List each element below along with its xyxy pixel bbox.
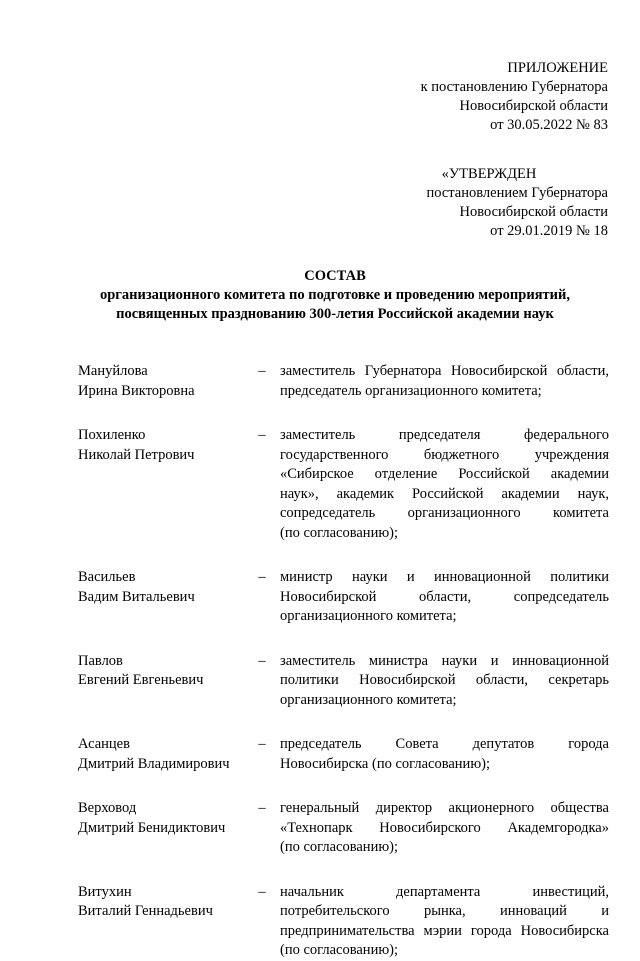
- member-name: [78, 362, 248, 401]
- member-row: [78, 883, 610, 961]
- member-given-name: Николай Петрович: [78, 446, 195, 463]
- member-dash: –: [258, 569, 266, 585]
- appendix-header: [330, 59, 608, 135]
- member-role: [280, 735, 609, 774]
- appendix-title: ПРИЛОЖЕНИЕ: [507, 60, 608, 76]
- member-role-line: начальник департамента инвестиций,: [280, 883, 609, 900]
- member-surname: Асанцев: [78, 736, 130, 752]
- member-given-name: Дмитрий Владимирович: [78, 755, 230, 772]
- member-name: [78, 568, 248, 607]
- approval-line: постановлением Губернатора: [426, 185, 608, 201]
- member-given-name: Виталий Геннадьевич: [78, 903, 213, 919]
- member-given-name: Вадим Витальевич: [78, 588, 195, 605]
- member-surname: Павлов: [78, 652, 123, 669]
- title-subtitle-line: организационного комитета по подготовке и проведению мероприятий,: [99, 287, 571, 303]
- member-role-line: (по согласованию);: [280, 942, 399, 958]
- approval-stamp: [330, 165, 608, 241]
- member-role-line: председатель Совета депутатов города: [280, 736, 609, 752]
- member-role-line: сопредседатель организационного комитета: [280, 505, 609, 521]
- document-title: [60, 267, 610, 324]
- member-role-line: политики Новосибирской области, секретарь: [280, 672, 609, 688]
- member-role: [280, 426, 609, 543]
- member-row: [78, 362, 610, 401]
- member-surname: Похиленко: [78, 427, 146, 443]
- member-given-name: Ирина Викторовна: [78, 382, 195, 399]
- member-role-line: Новосибирской области, сопредседатель: [280, 588, 609, 605]
- approval-title: «УТВЕРЖДЕН: [441, 166, 537, 182]
- member-role-line: министр науки и инновационной политики: [280, 569, 609, 585]
- member-name: [78, 652, 248, 691]
- member-role-line: организационного комитета;: [280, 608, 457, 624]
- member-dash: –: [258, 736, 266, 752]
- member-role-line: генеральный директор акционерного общества: [280, 800, 609, 816]
- member-row: [78, 568, 610, 627]
- member-role-line: (по согласованию);: [280, 524, 399, 541]
- member-role-line: заместитель министра науки и инновационной: [280, 652, 609, 669]
- member-row: [78, 799, 610, 858]
- member-role-line: наук», академик Российской академии наук,: [280, 485, 609, 502]
- approval-line: Новосибирской области: [459, 204, 608, 220]
- member-dash: –: [258, 363, 266, 379]
- member-role-line: «Технопарк Новосибирского Академгородка»: [280, 819, 609, 836]
- member-role: [280, 652, 609, 711]
- member-role-line: предпринимательства мэрии города Новосибирска: [280, 922, 609, 939]
- member-row: [78, 652, 610, 711]
- member-role-line: государственного бюджетного учреждения: [280, 446, 609, 463]
- member-role-line: организационного комитета;: [280, 691, 457, 708]
- member-role-line: председатель организационного комитета;: [280, 382, 542, 399]
- appendix-line: к постановлению Губернатора: [420, 79, 608, 95]
- committee-members-list: [78, 362, 610, 961]
- member-name: [78, 426, 248, 465]
- member-surname: Васильев: [78, 569, 136, 585]
- member-role-line: Новосибирска (по согласованию);: [280, 755, 491, 772]
- member-surname: Витухин: [78, 883, 132, 900]
- member-role: [280, 799, 609, 858]
- title-subtitle-line: посвященных празднованию 300-летия Российской академии наук: [116, 306, 554, 322]
- member-dash: –: [258, 883, 266, 900]
- member-role-line: заместитель председателя федерального: [280, 427, 609, 443]
- appendix-date-number: от 30.05.2022 № 83: [490, 117, 608, 133]
- member-role-line: заместитель Губернатора Новосибирской области,: [280, 363, 609, 379]
- appendix-line: Новосибирской области: [459, 98, 608, 114]
- title-heading: СОСТАВ: [304, 268, 366, 284]
- member-role: [280, 362, 609, 401]
- member-role-line: потребительского рынка, инноваций и: [280, 903, 609, 919]
- member-row: [78, 735, 610, 774]
- member-name: [78, 735, 248, 774]
- member-dash: –: [258, 800, 266, 816]
- member-given-name: Дмитрий Бенидиктович: [78, 819, 226, 836]
- member-given-name: Евгений Евгеньевич: [78, 672, 204, 688]
- member-name: [78, 799, 248, 838]
- member-surname: Мануйлова: [78, 363, 148, 379]
- member-surname: Верховод: [78, 800, 137, 816]
- member-dash: –: [258, 427, 266, 443]
- member-role: [280, 568, 609, 627]
- member-role: [280, 883, 609, 961]
- approval-date-number: от 29.01.2019 № 18: [490, 223, 608, 239]
- member-row: [78, 426, 610, 543]
- member-role-line: (по согласованию);: [280, 839, 399, 855]
- member-name: [78, 883, 248, 922]
- member-dash: –: [258, 652, 266, 669]
- member-role-line: «Сибирское отделение Российской академии: [280, 466, 609, 482]
